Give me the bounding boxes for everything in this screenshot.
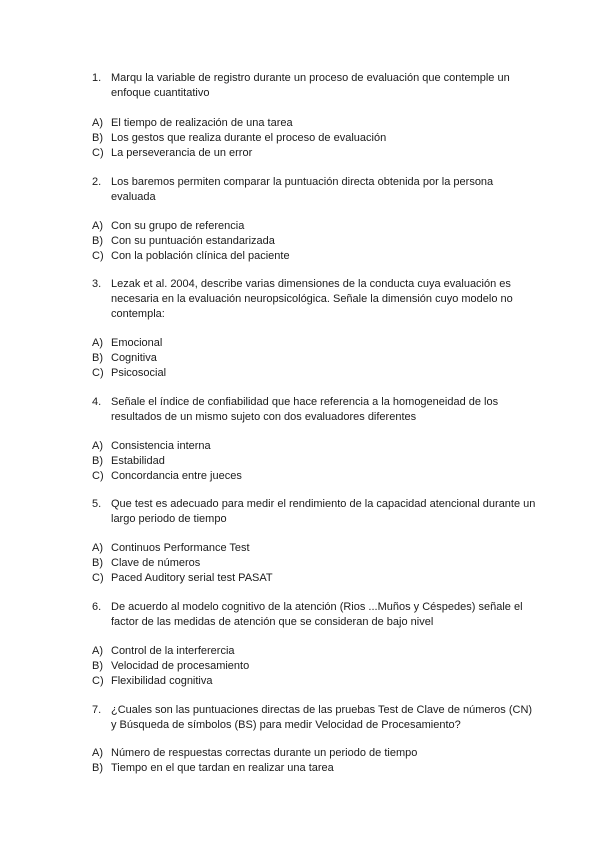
question-text: Señale el índice de confiabilidad que hace referencia a la homogeneidad de los resultados de un mismo sujeto con dos evaluadores diferentes (111, 396, 499, 423)
option-letter: B) (92, 557, 103, 569)
option-3c (92, 366, 166, 381)
option-text: Psicosocial (111, 367, 167, 379)
option-5a (92, 541, 250, 556)
option-4c (92, 469, 242, 484)
question-text: Los baremos permiten comparar la puntuación directa obtenida por la persona evaluada (111, 176, 494, 203)
option-6c (92, 674, 213, 689)
option-text: Paced Auditory serial test PASAT (111, 572, 273, 584)
question-text: Lezak et al. 2004, describe varias dimensiones de la conducta cuya evaluación es necesaria en la evaluación neuropsicológica. Señale la dimensión cuyo modelo no contempla: (111, 278, 513, 320)
option-4a (92, 439, 211, 454)
option-text: Con su puntuación estandarizada (111, 235, 275, 247)
option-5b (92, 556, 200, 571)
option-5c (92, 571, 273, 586)
option-3a (92, 336, 162, 351)
option-1b (92, 131, 386, 146)
question-text: ¿Cuales son las puntuaciones directas de las pruebas Test de Clave de números (CN) y Búsqueda de símbolos (BS) para medir Velocidad de Procesamiento? (111, 704, 533, 731)
option-text: Con la población clínica del paciente (111, 250, 290, 262)
option-1c (92, 146, 252, 161)
option-letter: C) (92, 470, 104, 482)
option-letter: C) (92, 147, 104, 159)
option-text: Flexibilidad cognitiva (111, 675, 213, 687)
question-number: 6. (92, 601, 102, 613)
option-letter: A) (92, 440, 103, 452)
option-letter: A) (92, 747, 103, 759)
question-text: Marqu la variable de registro durante un proceso de evaluación que contemple un enfoque cuantitativo (111, 72, 510, 99)
option-text: Consistencia interna (111, 440, 211, 452)
option-text: Velocidad de procesamiento (111, 660, 250, 672)
question-number: 4. (92, 396, 102, 408)
option-letter: C) (92, 367, 104, 379)
option-text: La perseverancia de un error (111, 147, 253, 159)
question-number: 1. (92, 72, 102, 84)
option-letter: A) (92, 542, 103, 554)
option-text: Tiempo en el que tardan en realizar una tarea (111, 762, 334, 774)
question-text: De acuerdo al modelo cognitivo de la atención (Rios ...Muños y Céspedes) señale el factor de las medidas de atención que se consideran de bajo nivel (111, 601, 523, 628)
option-text: Los gestos que realiza durante el proceso de evaluación (111, 132, 387, 144)
option-text: Clave de números (111, 557, 201, 569)
option-letter: B) (92, 235, 103, 247)
option-letter: B) (92, 132, 103, 144)
option-text: Concordancia entre jueces (111, 470, 242, 482)
option-letter: A) (92, 337, 103, 349)
option-text: Control de la interferercia (111, 645, 235, 657)
question-number: 2. (92, 176, 102, 188)
option-text: Con su grupo de referencia (111, 220, 245, 232)
option-6a (92, 644, 235, 659)
option-letter: B) (92, 762, 103, 774)
option-text: Número de respuestas correctas durante un periodo de tiempo (111, 747, 418, 759)
option-letter: C) (92, 250, 104, 262)
question-number: 3. (92, 278, 102, 290)
option-letter: A) (92, 645, 103, 657)
option-text: Cognitiva (111, 352, 157, 364)
option-1a (92, 116, 293, 131)
option-letter: B) (92, 455, 103, 467)
option-letter: C) (92, 572, 104, 584)
option-text: Emocional (111, 337, 163, 349)
option-text: Estabilidad (111, 455, 165, 467)
option-text: Continuos Performance Test (111, 542, 250, 554)
option-2a (92, 219, 244, 234)
option-text: El tiempo de realización de una tarea (111, 117, 293, 129)
option-letter: A) (92, 117, 103, 129)
option-letter: C) (92, 675, 104, 687)
option-letter: B) (92, 660, 103, 672)
question-text: Que test es adecuado para medir el rendimiento de la capacidad atencional durante un largo periodo de tiempo (111, 498, 536, 525)
option-6b (92, 659, 249, 674)
option-letter: B) (92, 352, 103, 364)
option-2b (92, 234, 275, 249)
option-letter: A) (92, 220, 103, 232)
option-3b (92, 351, 157, 366)
option-2c (92, 249, 290, 264)
option-4b (92, 454, 165, 469)
question-number: 7. (92, 704, 102, 716)
question-number: 5. (92, 498, 102, 510)
option-7b (92, 761, 334, 776)
option-7a (92, 746, 417, 761)
